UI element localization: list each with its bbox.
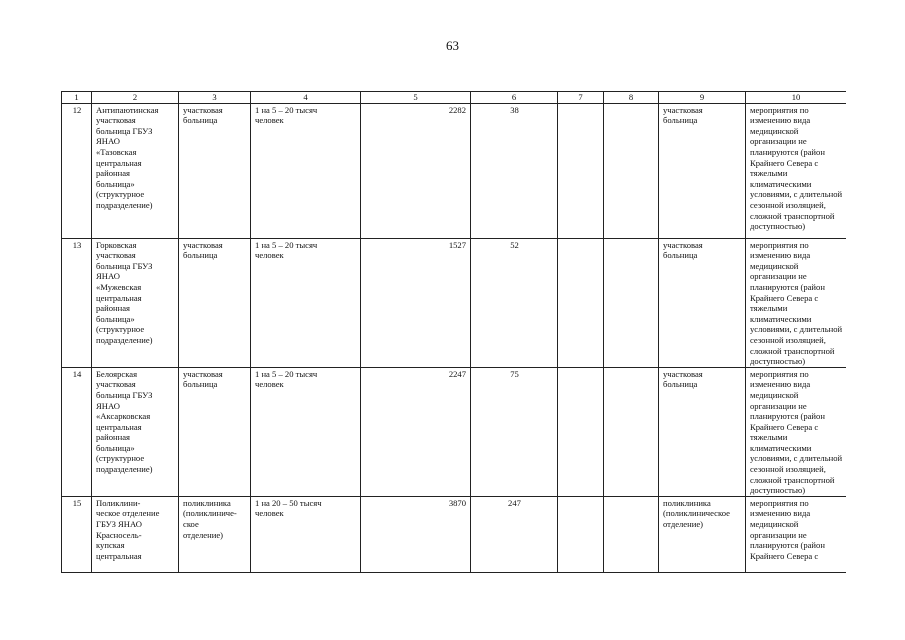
target-type-cell: участковая больница bbox=[659, 103, 746, 238]
empty-cell-7 bbox=[558, 238, 604, 367]
column-number: 3 bbox=[179, 92, 251, 104]
target-type-cell: участковая больница bbox=[659, 238, 746, 367]
organization-name-cell: Белоярская участковая больница ГБУЗ ЯНАО «Аксарковская центральная районная больница» (структурное подразделение) bbox=[92, 367, 179, 496]
population-cell: 3870 bbox=[361, 496, 471, 573]
empty-cell-8 bbox=[604, 238, 659, 367]
population-cell: 2282 bbox=[361, 103, 471, 238]
norm-cell: 1 на 5 – 20 тысяч человек bbox=[251, 238, 361, 367]
page-number: 63 bbox=[446, 38, 459, 53]
target-type-cell: поликлиника (поликлиническое отделение) bbox=[659, 496, 746, 573]
data-table bbox=[61, 91, 846, 573]
norm-cell: 1 на 20 – 50 тысяч человек bbox=[251, 496, 361, 573]
empty-cell-8 bbox=[604, 367, 659, 496]
distance-cell: 52 bbox=[471, 238, 558, 367]
target-type-cell: участковая больница bbox=[659, 367, 746, 496]
column-number: 1 bbox=[62, 92, 92, 104]
organization-type-cell: поликлиника (поликлиниче- ское отделение) bbox=[179, 496, 251, 573]
norm-cell: 1 на 5 – 20 тысяч человек bbox=[251, 103, 361, 238]
table-row bbox=[62, 496, 847, 573]
organization-name-cell: Антипаютинская участковая больница ГБУЗ ЯНАО «Тазовская центральная районная больница» (структурное подразделение) bbox=[92, 103, 179, 238]
population-cell: 1527 bbox=[361, 238, 471, 367]
column-number: 2 bbox=[92, 92, 179, 104]
measures-cell: мероприятия по изменению вида медицинской организации не планируются (район Крайнего Севера с bbox=[746, 496, 847, 573]
distance-cell: 247 bbox=[471, 496, 558, 573]
norm-cell: 1 на 5 – 20 тысяч человек bbox=[251, 367, 361, 496]
row-number-cell: 15 bbox=[62, 496, 92, 573]
row-number-cell: 12 bbox=[62, 103, 92, 238]
measures-cell: мероприятия по изменению вида медицинской организации не планируются (район Крайнего Севера с тяжелыми климатическими условиями, с длительной сезонной изоляцией, сложной транспортной доступностью) bbox=[746, 238, 847, 367]
column-number: 5 bbox=[361, 92, 471, 104]
column-number: 6 bbox=[471, 92, 558, 104]
empty-cell-7 bbox=[558, 496, 604, 573]
table-row bbox=[62, 367, 847, 496]
data-table-container bbox=[61, 91, 846, 573]
distance-cell: 75 bbox=[471, 367, 558, 496]
table-row bbox=[62, 238, 847, 367]
empty-cell-7 bbox=[558, 103, 604, 238]
column-number: 7 bbox=[558, 92, 604, 104]
organization-type-cell: участковая больница bbox=[179, 103, 251, 238]
measures-cell: мероприятия по изменению вида медицинской организации не планируются (район Крайнего Севера с тяжелыми климатическими условиями, с длительной сезонной изоляцией, сложной транспортной доступностью) bbox=[746, 103, 847, 238]
distance-cell: 38 bbox=[471, 103, 558, 238]
table-row bbox=[62, 103, 847, 238]
organization-name-cell: Поликлини- ческое отделение ГБУЗ ЯНАО Красносель- купская центральная bbox=[92, 496, 179, 573]
row-number-cell: 13 bbox=[62, 238, 92, 367]
empty-cell-8 bbox=[604, 103, 659, 238]
organization-type-cell: участковая больница bbox=[179, 367, 251, 496]
table-header-row bbox=[62, 92, 847, 104]
row-number-cell: 14 bbox=[62, 367, 92, 496]
organization-name-cell: Горковская участковая больница ГБУЗ ЯНАО «Мужевская центральная районная больница» (структурное подразделение) bbox=[92, 238, 179, 367]
measures-cell: мероприятия по изменению вида медицинской организации не планируются (район Крайнего Севера с тяжелыми климатическими условиями, с длительной сезонной изоляцией, сложной транспортной доступностью) bbox=[746, 367, 847, 496]
empty-cell-7 bbox=[558, 367, 604, 496]
column-number: 4 bbox=[251, 92, 361, 104]
column-number: 10 bbox=[746, 92, 847, 104]
population-cell: 2247 bbox=[361, 367, 471, 496]
organization-type-cell: участковая больница bbox=[179, 238, 251, 367]
column-number: 8 bbox=[604, 92, 659, 104]
column-number: 9 bbox=[659, 92, 746, 104]
empty-cell-8 bbox=[604, 496, 659, 573]
